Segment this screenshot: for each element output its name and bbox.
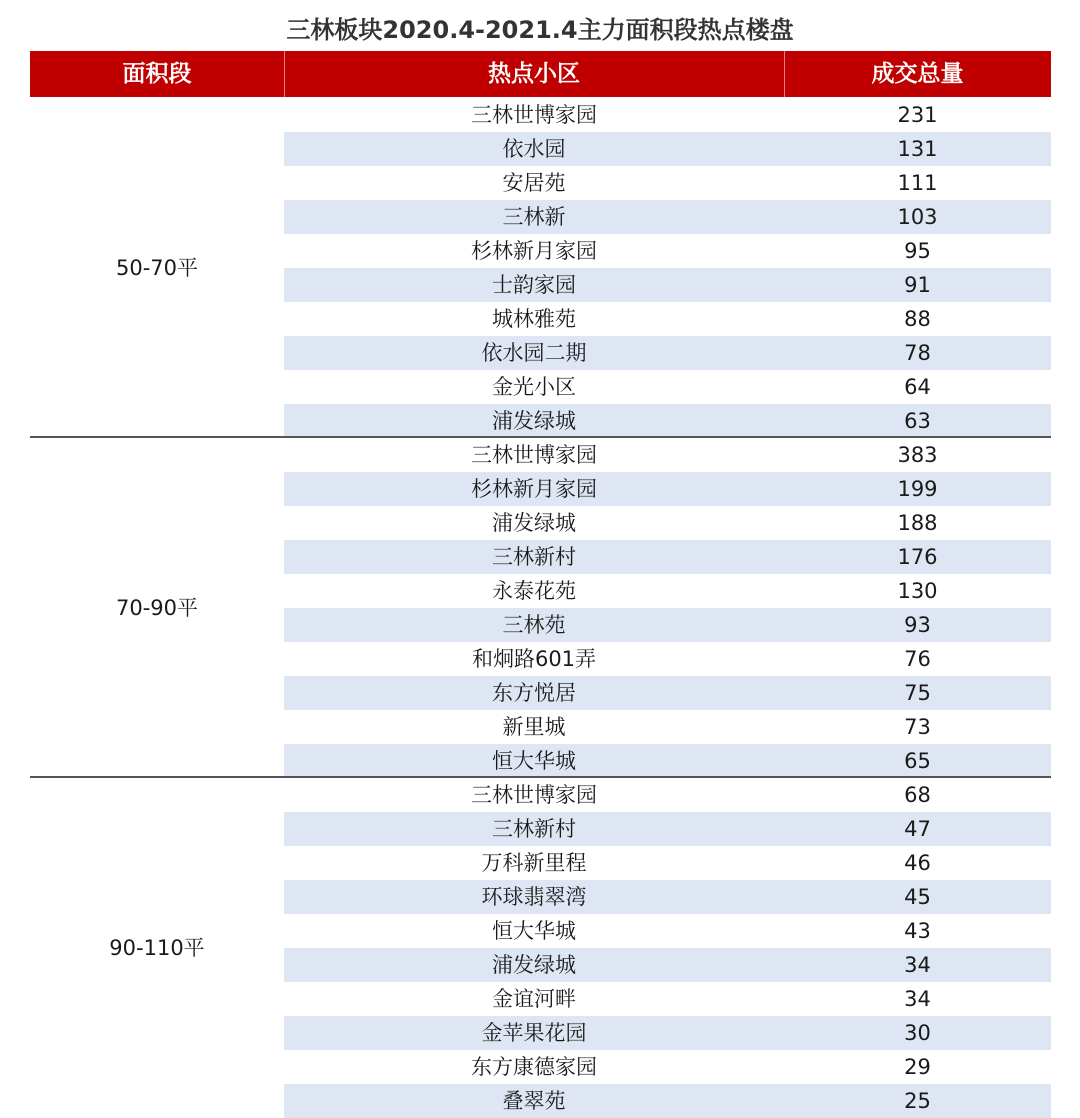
table-row bbox=[284, 336, 1051, 370]
community-name: 依水园 bbox=[502, 137, 566, 161]
transaction-count: 43 bbox=[904, 919, 931, 943]
table-row bbox=[284, 948, 1051, 982]
area-group bbox=[30, 438, 1051, 778]
community-name: 浦发绿城 bbox=[492, 953, 576, 977]
transaction-count: 188 bbox=[897, 511, 938, 535]
table-row bbox=[284, 574, 1051, 608]
transaction-count: 111 bbox=[897, 171, 938, 195]
community-name: 恒大华城 bbox=[492, 919, 576, 943]
area-segment-label: 70-90平 bbox=[115, 596, 199, 620]
table-row bbox=[284, 778, 1051, 812]
community-name: 和炯路601弄 bbox=[471, 647, 597, 671]
community-name: 三林世博家园 bbox=[471, 783, 597, 807]
community-name: 浦发绿城 bbox=[492, 409, 576, 433]
table-row bbox=[284, 608, 1051, 642]
area-segment-label: 90-110平 bbox=[109, 936, 205, 960]
transaction-count: 47 bbox=[904, 817, 931, 841]
community-name: 三林新 bbox=[502, 205, 566, 229]
transaction-count: 103 bbox=[897, 205, 938, 229]
transaction-count: 64 bbox=[904, 375, 931, 399]
transaction-count: 76 bbox=[904, 647, 931, 671]
community-name: 士韵家园 bbox=[492, 273, 576, 297]
community-name: 环球翡翠湾 bbox=[481, 885, 587, 909]
table-row bbox=[284, 472, 1051, 506]
table-row bbox=[284, 234, 1051, 268]
transaction-count: 95 bbox=[904, 239, 931, 263]
transaction-count: 68 bbox=[904, 783, 931, 807]
table-row bbox=[284, 676, 1051, 710]
community-name: 三林新村 bbox=[492, 545, 576, 569]
header-total-volume: 成交总量 bbox=[871, 61, 964, 87]
transaction-count: 91 bbox=[904, 273, 931, 297]
transaction-count: 75 bbox=[904, 681, 931, 705]
table-row bbox=[284, 404, 1051, 438]
transaction-count: 130 bbox=[897, 579, 938, 603]
header-hot-community: 热点小区 bbox=[488, 61, 580, 87]
table-row bbox=[284, 370, 1051, 404]
community-name: 恒大华城 bbox=[492, 749, 576, 773]
table-row bbox=[284, 302, 1051, 336]
table-row bbox=[284, 880, 1051, 914]
transaction-count: 34 bbox=[904, 987, 931, 1011]
community-name: 新里城 bbox=[502, 715, 566, 739]
transaction-count: 73 bbox=[904, 715, 931, 739]
transaction-count: 45 bbox=[904, 885, 931, 909]
transaction-count: 65 bbox=[904, 749, 931, 773]
table-row bbox=[284, 1050, 1051, 1084]
community-name: 浦发绿城 bbox=[492, 511, 576, 535]
transaction-count: 34 bbox=[904, 953, 931, 977]
transaction-count: 29 bbox=[904, 1055, 931, 1079]
table-row bbox=[284, 132, 1051, 166]
transaction-count: 383 bbox=[897, 443, 938, 467]
table-row bbox=[284, 982, 1051, 1016]
table-row bbox=[284, 1084, 1051, 1118]
table-row bbox=[284, 98, 1051, 132]
table-row bbox=[284, 914, 1051, 948]
area-group bbox=[30, 98, 1051, 438]
table-row bbox=[284, 166, 1051, 200]
community-name: 叠翠苑 bbox=[502, 1089, 566, 1113]
table-row bbox=[284, 744, 1051, 778]
table-row bbox=[284, 438, 1051, 472]
transaction-count: 30 bbox=[904, 1021, 931, 1045]
table-row bbox=[284, 812, 1051, 846]
community-name: 三林世博家园 bbox=[471, 103, 597, 127]
page-title: 三林板块2020.4-2021.4主力面积段热点楼盘 bbox=[286, 16, 794, 44]
community-name: 东方悦居 bbox=[492, 681, 576, 705]
transaction-count: 131 bbox=[897, 137, 938, 161]
community-name: 安居苑 bbox=[502, 171, 566, 195]
transaction-count: 176 bbox=[897, 545, 938, 569]
community-name: 万科新里程 bbox=[481, 851, 587, 875]
community-name: 三林世博家园 bbox=[471, 443, 597, 467]
table-row bbox=[284, 846, 1051, 880]
community-name: 三林新村 bbox=[492, 817, 576, 841]
community-name: 依水园二期 bbox=[481, 341, 587, 365]
community-name: 杉林新月家园 bbox=[471, 477, 597, 501]
community-name: 城林雅苑 bbox=[492, 307, 576, 331]
community-name: 杉林新月家园 bbox=[471, 239, 597, 263]
table-row bbox=[284, 540, 1051, 574]
transaction-count: 88 bbox=[904, 307, 931, 331]
transaction-count: 25 bbox=[904, 1089, 931, 1113]
table-row bbox=[284, 200, 1051, 234]
transaction-count: 93 bbox=[904, 613, 931, 637]
community-name: 金苹果花园 bbox=[481, 1021, 587, 1045]
transaction-count: 46 bbox=[904, 851, 931, 875]
community-name: 永泰花苑 bbox=[492, 579, 576, 603]
table-row bbox=[284, 642, 1051, 676]
table-row bbox=[284, 268, 1051, 302]
header-area-segment: 面积段 bbox=[122, 61, 192, 87]
community-name: 三林苑 bbox=[502, 613, 566, 637]
area-group bbox=[30, 778, 1051, 1118]
table-body bbox=[30, 98, 1051, 1118]
table-row bbox=[284, 506, 1051, 540]
table-header bbox=[30, 51, 1051, 97]
community-name: 金谊河畔 bbox=[492, 987, 576, 1011]
transaction-count: 78 bbox=[904, 341, 931, 365]
area-segment-label: 50-70平 bbox=[115, 256, 199, 280]
transaction-count: 231 bbox=[897, 103, 938, 127]
community-name: 金光小区 bbox=[492, 375, 576, 399]
table-row bbox=[284, 1016, 1051, 1050]
table-row bbox=[284, 710, 1051, 744]
transaction-count: 63 bbox=[904, 409, 931, 433]
community-name: 东方康德家园 bbox=[471, 1055, 597, 1079]
transaction-count: 199 bbox=[897, 477, 938, 501]
